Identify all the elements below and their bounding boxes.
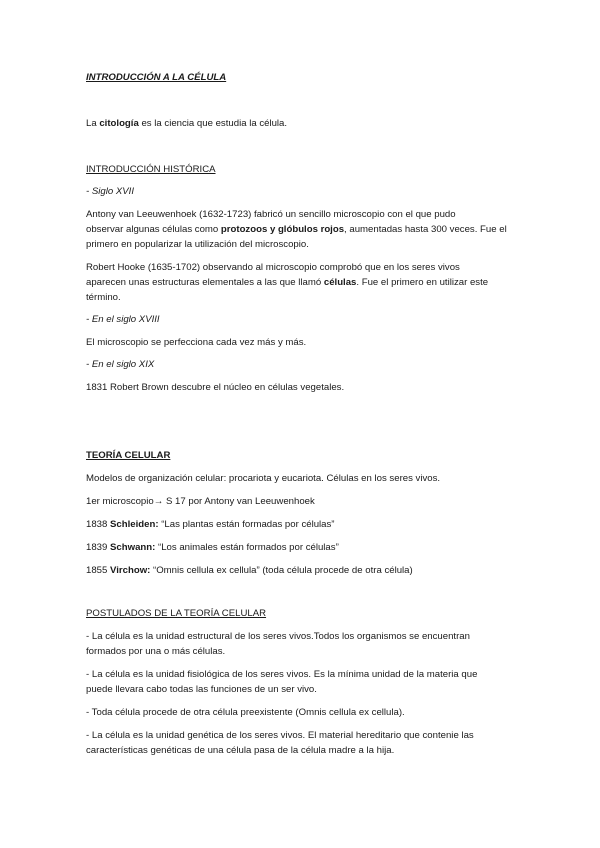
postulates-heading: POSTULADOS DE LA TEORÍA CELULAR [86,608,267,619]
history-heading: INTRODUCCIÓN HISTÓRICA [86,164,216,175]
postulate-4-line-2: características genéticas de una célula pasa de la célula madre a la hija. [86,745,395,756]
year-1855: 1855 [86,565,111,576]
intro-text-end: es la ciencia que estudia la célula. [138,118,288,129]
century-17-label: - Siglo XVII [86,186,134,197]
postulate-4-line-1: - La célula es la unidad genética de los seres vivos. El material hereditario que contenie las [86,730,474,741]
hooke-line-1: Robert Hooke (1635-1702) observando al microscopio comprobó que en los seres vivos [86,262,460,273]
century-18-label: - En el siglo XVIII [86,314,160,325]
hooke-line-3: término. [86,292,121,303]
document-title: INTRODUCCIÓN A LA CÉLULA [86,72,227,83]
century-18-text: El microscopio se perfecciona cada vez más y más. [86,337,307,348]
leeuwenhoek-text: observar algunas células como [86,224,221,235]
postulate-1-line-2: formados por una o más células. [86,646,226,657]
intro-term: citología [99,118,139,129]
postulate-1-line-1: - La célula es la unidad estructural de los seres vivos.Todos los organismos se encuentran [86,631,470,642]
postulate-2-line-2: puede llevara cabo todas las funciones de un ser vivo. [86,684,317,695]
hooke-bold-term: células [323,277,357,288]
virchow-name: Virchow: [110,565,151,576]
schwann-name: Schwann: [110,542,156,553]
intro-text: La [86,118,100,129]
intro-paragraph [86,116,287,132]
theory-line-virchow [86,563,413,579]
century-19-text: 1831 Robert Brown descubre el núcleo en células vegetales. [86,382,345,393]
schleiden-quote: “Las plantas están formadas por células” [158,519,335,530]
postulate-2-line-1: - La célula es la unidad fisiológica de los seres vivos. Es la mínima unidad de la materia que [86,669,478,680]
postulate-3: - Toda célula procede de otra célula preexistente (Omnis cellula ex cellula). [86,707,405,718]
schleiden-name: Schleiden: [110,519,159,530]
leeuwenhoek-line-2 [86,222,507,238]
hooke-text-end: . Fue el primero en utilizar este [356,277,489,288]
leeuwenhoek-text-end: , aumentadas hasta 300 veces. Fue el [344,224,507,235]
schwann-quote: “Los animales están formados por células” [155,542,339,553]
leeuwenhoek-line-3: primero en popularizar la utilización del microscopio. [86,239,309,250]
theory-line-schleiden [86,517,335,533]
theory-line-models: Modelos de organización celular: procariota y eucariota. Células en los seres vivos. [86,473,441,484]
century-19-label: - En el siglo XIX [86,359,155,370]
theory-heading: TEORÍA CELULAR [86,450,171,461]
hooke-line-2 [86,275,488,291]
year-1839: 1839 [86,542,111,553]
theory-line-microscope: 1er microscopio→ S 17 por Antony van Leeuwenhoek [86,496,315,507]
year-1838: 1838 [86,519,111,530]
virchow-quote: “Omnis cellula ex cellula” (toda célula procede de otra célula) [150,565,413,576]
theory-line-schwann [86,540,339,556]
leeuwenhoek-bold-term: protozoos y glóbulos rojos [220,224,345,235]
leeuwenhoek-line-1: Antony van Leeuwenhoek (1632-1723) fabricó un sencillo microscopio con el que pudo [86,209,456,220]
hooke-text: aparecen unas estructuras elementales a las que llamó [86,277,324,288]
